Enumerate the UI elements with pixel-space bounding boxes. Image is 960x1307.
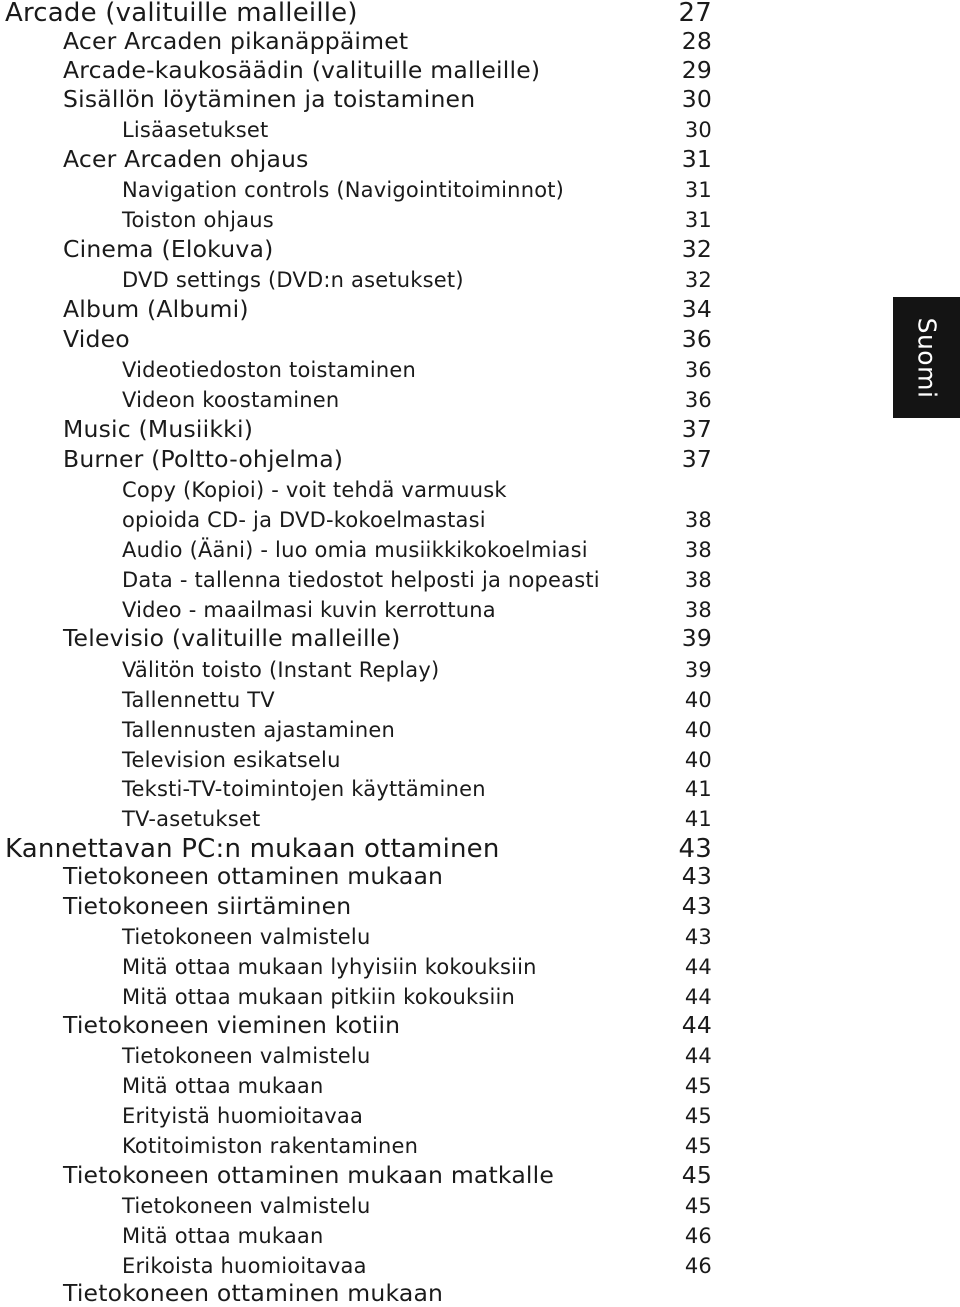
- toc-entry-title: Mitä ottaa mukaan pitkiin kokouksiin: [122, 985, 516, 1009]
- toc-entry[interactable]: [0, 116, 712, 142]
- toc-entry-page-number: 45: [684, 1134, 712, 1158]
- toc-entry-page-number: 38: [684, 538, 712, 562]
- toc-entry[interactable]: [0, 56, 712, 84]
- toc-entry-title: DVD settings (DVD:n asetukset): [122, 268, 464, 292]
- toc-entry-page-number: 32: [681, 235, 712, 263]
- language-tab: [893, 297, 960, 418]
- toc-entry-title: Tallennusten ajastaminen: [122, 718, 396, 742]
- toc-entry[interactable]: [0, 983, 712, 1009]
- toc-entry[interactable]: [0, 536, 712, 562]
- toc-entry[interactable]: [0, 0, 712, 28]
- toc-entry[interactable]: [0, 805, 712, 831]
- toc-entry-page-number: 39: [684, 658, 712, 682]
- toc-entry[interactable]: [0, 1222, 712, 1248]
- toc-entry-page-number: 31: [681, 145, 712, 173]
- toc-entry-title: Cinema (Elokuva): [63, 235, 274, 263]
- toc-entry[interactable]: [0, 1042, 712, 1068]
- toc-entry-page-number: 30: [684, 118, 712, 142]
- toc-entry-title: Erikoista huomioitavaa: [122, 1254, 367, 1278]
- toc-entry-title: Copy (Kopioi) - voit tehdä varmuusk: [122, 478, 507, 502]
- toc-entry[interactable]: [0, 445, 712, 473]
- toc-entry[interactable]: [0, 656, 712, 682]
- toc-entry[interactable]: [0, 892, 712, 920]
- toc-entry-page-number: 45: [684, 1104, 712, 1128]
- toc-entry-page-number: 44: [684, 985, 712, 1009]
- toc-entry-title: Mitä ottaa mukaan: [122, 1224, 324, 1248]
- toc-entry-page-number: 29: [681, 56, 712, 84]
- toc-entry-title: Lisäasetukset: [122, 118, 269, 142]
- toc-entry-title: Arcade-kaukosäädin (valituille malleille): [63, 56, 541, 84]
- toc-entry[interactable]: [0, 1161, 712, 1189]
- toc-entry-page-number: 39: [681, 624, 712, 652]
- toc-entry-title: Toiston ohjaus: [122, 208, 274, 232]
- toc-entry-title: Tietokoneen siirtäminen: [63, 892, 352, 920]
- toc-entry-title: Kotitoimiston rakentaminen: [122, 1134, 419, 1158]
- toc-entry-title: Acer Arcaden ohjaus: [63, 145, 309, 173]
- toc-entry-page-number: 40: [684, 718, 712, 742]
- toc-entry-title: Music (Musiikki): [63, 415, 254, 443]
- toc-entry-title: Välitön toisto (Instant Replay): [122, 658, 440, 682]
- toc-entry[interactable]: [0, 386, 712, 412]
- toc-entry-title: Television esikatselu: [122, 748, 341, 772]
- toc-entry-title: Mitä ottaa mukaan: [122, 1074, 324, 1098]
- toc-entry-page-number: 38: [684, 508, 712, 532]
- toc-entry[interactable]: [0, 235, 712, 263]
- toc-entry-title: Navigation controls (Navigointitoiminnot): [122, 178, 565, 202]
- toc-entry[interactable]: [0, 834, 712, 864]
- toc-entry-page-number: 38: [684, 568, 712, 592]
- toc-entry-page-number: 41: [684, 807, 712, 831]
- toc-entry-page-number: 46: [684, 1254, 712, 1278]
- toc-entry[interactable]: [0, 415, 712, 443]
- toc-entry-page-number: 31: [684, 178, 712, 202]
- toc-entry-title: Videotiedoston toistaminen: [122, 358, 417, 382]
- toc-entry-title: Tietokoneen vieminen kotiin: [63, 1011, 401, 1039]
- toc-entry-page-number: 44: [684, 1044, 712, 1068]
- toc-entry-title: Tietokoneen ottaminen mukaan: [63, 862, 444, 890]
- toc-entry[interactable]: [0, 923, 712, 949]
- toc-entry-page-number: 43: [681, 892, 712, 920]
- toc-entry[interactable]: [0, 506, 712, 532]
- toc-entry-page-number: 32: [684, 268, 712, 292]
- toc-entry-page-number: 40: [684, 748, 712, 772]
- toc-entry-page-number: 41: [684, 777, 712, 801]
- toc-entry-page-number: 40: [684, 688, 712, 712]
- toc-entry[interactable]: [0, 775, 712, 801]
- toc-entry[interactable]: [0, 1132, 712, 1158]
- toc-entry-page-number: 45: [681, 1161, 712, 1189]
- toc-entry[interactable]: [0, 746, 712, 772]
- toc-entry-title: opioida CD- ja DVD-kokoelmastasi: [122, 508, 486, 532]
- toc-entry[interactable]: [0, 1279, 712, 1307]
- toc-entry[interactable]: [0, 295, 712, 323]
- toc-entry-page-number: 37: [681, 445, 712, 473]
- toc-entry-title: Album (Albumi): [63, 295, 249, 323]
- toc-entry[interactable]: [0, 27, 712, 55]
- toc-entry[interactable]: [0, 862, 712, 890]
- toc-entry-page-number: 31: [684, 208, 712, 232]
- toc-entry[interactable]: [0, 325, 712, 353]
- toc-entry[interactable]: [0, 686, 712, 712]
- toc-entry-page-number: 38: [684, 598, 712, 622]
- toc-entry[interactable]: [0, 266, 712, 292]
- toc-entry[interactable]: [0, 476, 712, 502]
- toc-entry-page-number: 43: [684, 925, 712, 949]
- toc-entry-title: TV-asetukset: [122, 807, 261, 831]
- toc-entry[interactable]: [0, 596, 712, 622]
- toc-entry-page-number: 37: [681, 415, 712, 443]
- toc-entry[interactable]: [0, 1072, 712, 1098]
- toc-entry-title: Burner (Poltto-ohjelma): [63, 445, 344, 473]
- toc-entry-title: Televisio (valituille malleille): [63, 624, 401, 652]
- toc-entry-title: Sisällön löytäminen ja toistaminen: [63, 85, 476, 113]
- toc-entry-title: Tietokoneen valmistelu: [122, 925, 371, 949]
- toc-entry-title: Mitä ottaa mukaan lyhyisiin kokouksiin: [122, 955, 537, 979]
- toc-entry-title: Tallennettu TV: [122, 688, 275, 712]
- toc-entry-title: Tietokoneen ottaminen mukaan: [63, 1279, 444, 1307]
- toc-entry[interactable]: [0, 145, 712, 173]
- toc-entry[interactable]: [0, 85, 712, 113]
- toc-entry-page-number: 46: [684, 1224, 712, 1248]
- toc-entry[interactable]: [0, 1011, 712, 1039]
- toc-entry[interactable]: [0, 566, 712, 592]
- toc-entry-title: Tietokoneen valmistelu: [122, 1194, 371, 1218]
- toc-entry-title: Video: [63, 325, 130, 353]
- toc-entry-page-number: 30: [681, 85, 712, 113]
- toc-entry-title: Video - maailmasi kuvin kerrottuna: [122, 598, 496, 622]
- toc-entry[interactable]: [0, 624, 712, 652]
- toc-entry[interactable]: [0, 356, 712, 382]
- toc-entry-page-number: 44: [684, 955, 712, 979]
- toc-entry-page-number: 45: [684, 1074, 712, 1098]
- toc-entry[interactable]: [0, 206, 712, 232]
- toc-entry-title: Arcade (valituille malleille): [5, 0, 358, 28]
- toc-entry[interactable]: [0, 1252, 712, 1278]
- toc-entry-title: Acer Arcaden pikanäppäimet: [63, 27, 409, 55]
- toc-entry-title: Teksti-TV-toimintojen käyttäminen: [122, 777, 486, 801]
- toc-entry-title: Videon koostaminen: [122, 388, 340, 412]
- toc-entry-page-number: 36: [684, 358, 712, 382]
- toc-entry-title: Tietokoneen ottaminen mukaan matkalle: [63, 1161, 555, 1189]
- toc-entry-page-number: 28: [681, 27, 712, 55]
- toc-entry-page-number: 27: [678, 0, 712, 28]
- toc-entry-title: Kannettavan PC:n mukaan ottaminen: [5, 834, 500, 864]
- toc-entry[interactable]: [0, 1192, 712, 1218]
- toc-entry[interactable]: [0, 1102, 712, 1128]
- toc-entry[interactable]: [0, 716, 712, 742]
- toc-entry[interactable]: [0, 953, 712, 979]
- toc-entry-title: Audio (Ääni) - luo omia musiikkikokoelmiasi: [122, 538, 588, 562]
- toc-entry[interactable]: [0, 176, 712, 202]
- toc-entry-title: Data - tallenna tiedostot helposti ja nopeasti: [122, 568, 600, 592]
- toc-entry-title: Erityistä huomioitavaa: [122, 1104, 364, 1128]
- toc-entry-page-number: 43: [678, 834, 712, 864]
- toc-entry-page-number: 44: [681, 1011, 712, 1039]
- language-tab-label: Suomi: [912, 317, 941, 398]
- toc-entry-page-number: 45: [684, 1194, 712, 1218]
- toc-entry-page-number: 34: [681, 295, 712, 323]
- toc-entry-page-number: 36: [681, 325, 712, 353]
- toc-entry-page-number: 36: [684, 388, 712, 412]
- toc-entry-title: Tietokoneen valmistelu: [122, 1044, 371, 1068]
- toc-entry-page-number: 43: [681, 862, 712, 890]
